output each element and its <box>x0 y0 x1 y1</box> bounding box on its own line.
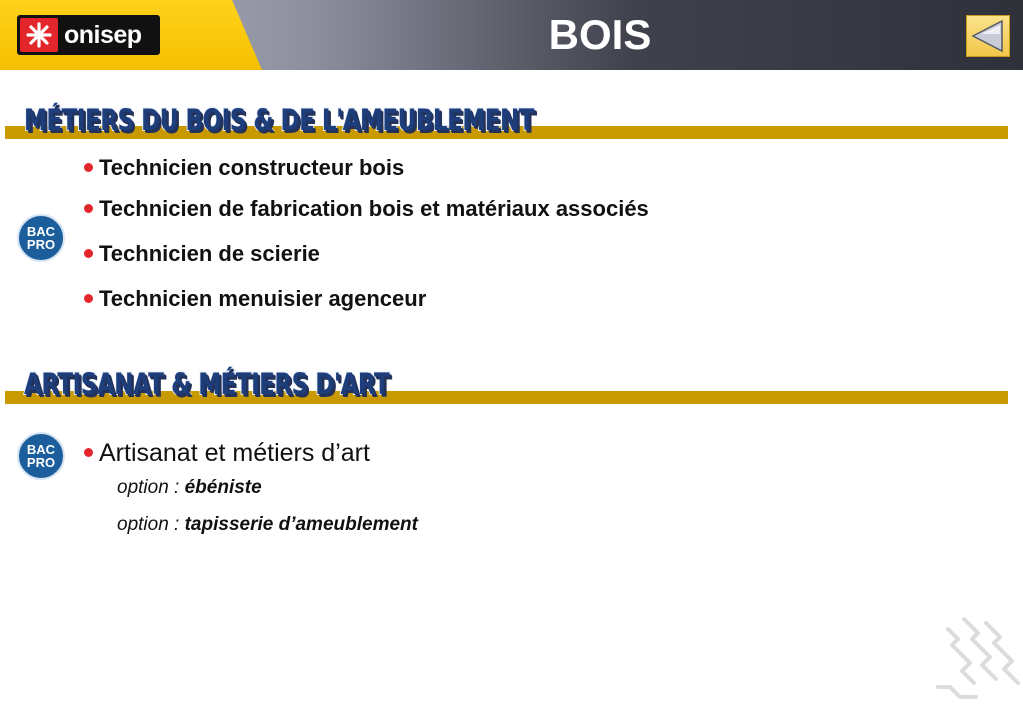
badge-line1: BAC <box>26 224 56 239</box>
list-item-label: Technicien de scierie <box>99 241 320 266</box>
badge-line1: BAC <box>26 442 56 457</box>
bullet-icon <box>84 204 93 213</box>
list-item <box>84 154 404 182</box>
decorative-wave-icon <box>930 615 1023 708</box>
list-item-label: Technicien constructeur bois <box>99 155 405 180</box>
option-value: tapisserie d’ameublement <box>184 514 418 535</box>
badge-line2: PRO <box>26 455 56 470</box>
header-bar <box>0 0 1023 70</box>
section-title-metiers-bois: MÉTIERS DU BOIS & DE L'AMEUBLEMENT <box>24 103 535 137</box>
onisep-logo[interactable] <box>17 15 160 55</box>
list-item <box>84 285 426 313</box>
option-line <box>117 514 418 536</box>
list-item-label: Technicien menuisier agenceur <box>99 286 427 311</box>
bac-pro-badge <box>17 214 65 262</box>
option-line <box>117 477 262 499</box>
list-item <box>84 195 649 223</box>
page-title: BOIS <box>548 11 652 58</box>
bullet-icon <box>84 294 93 303</box>
bullet-icon <box>84 249 93 258</box>
list-item <box>84 439 370 467</box>
logo-text: onisep <box>64 20 142 49</box>
badge-line2: PRO <box>26 237 56 252</box>
left-arrow-icon <box>969 18 1007 54</box>
list-item <box>84 240 320 268</box>
onisep-star-icon <box>20 18 58 52</box>
section-title-artisanat: ARTISANAT & MÉTIERS D'ART <box>24 367 390 401</box>
bac-pro-badge <box>17 432 65 480</box>
back-button[interactable] <box>966 15 1010 57</box>
list-item-label: Technicien de fabrication bois et matériaux associés <box>99 196 649 221</box>
bullet-icon <box>84 163 93 172</box>
option-prefix: option : <box>117 514 185 535</box>
bullet-icon <box>84 448 93 457</box>
option-prefix: option : <box>117 477 185 498</box>
list-item-label: Artisanat et métiers d’art <box>99 439 370 467</box>
option-value: ébéniste <box>184 477 262 498</box>
